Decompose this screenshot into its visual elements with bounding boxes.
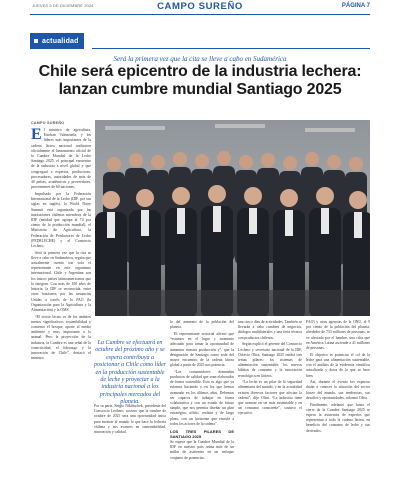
- paragraph: Finalmente, adelantó que hasta el cierre de la Cumbre Santiago 2025 se espera la asistencia de expertos que representan a toda la cadena láctea, en beneficio del consumo de leche y sus derivados.: [306, 402, 370, 433]
- section-tab: [30, 33, 84, 49]
- article-headline: [30, 63, 370, 99]
- paragraph: “La leche es un pilar de la seguridad alimentaria del mundo, y en la actualidad existen diversos factores que afectan la cadena”, dijo Oltra. “La industria tiene que avanzar en ser más sustentable y en un consumo consciente”, sostuvo el ejecutivo.: [238, 380, 302, 416]
- paragraph: El ministro de agricultura, Esteban Valenzuela, y los líderes más importantes de la cadena láctea nacional realizaron oficialmente el lanzamiento oficial de la Cumbre Mundial de la Leche Santiago 2025, el principal encuentro de la industria a nivel global y que congregará a expertos, productores, procesadores, autoridades de más de 40 países, académicos y proveedores, provenientes de 60 naciones.: [31, 128, 91, 190]
- issue-date: JUEVES 5 DE DICIEMBRE 2024: [32, 3, 94, 8]
- pull-quote: La Cumbre se efectuará en octubre del próximo año y se espera contribuya a posicionar a Chile como líder en la producción sustentable de leche y proyectar a la industria nacional a los principales mercados del planeta.: [94, 340, 166, 406]
- square-icon: [34, 39, 38, 43]
- paragraph: El representante sectorial afirmó que “estamos en el lugar y momento adecuado para tomar la oportunidad de aumentar nuestra producción y”, que la designación de Santiago como sede del mayor encuentro de la cadena láctea global a partir de 2025 nos potencia.: [170, 331, 234, 368]
- section-rule: [92, 48, 370, 49]
- headline-line-1: Chile será epicentro de la industria lechera:: [38, 63, 362, 80]
- article-column-4: [238, 320, 302, 470]
- header-rule: [30, 14, 370, 15]
- paragraph: Se espera que la Cumbre Mundial de la IDF en nuestro país reúna más de un millar de asistentes en un enfoque conjunto de ponencias.: [170, 440, 234, 460]
- paragraph: Así, durante el evento los expertos darán a conocer la situación del sector lácteo del mundo, sus tendencias, sus desafíos y oportunidades, informó Oltra.: [306, 380, 370, 400]
- paragraph: Impulsado por la Federación Internacional de la Leche (IDF, por sus siglas en inglés), la World Dairy Summit está organizada por las instituciones chilenas miembros de la IDF (entidad que agrupa al 74 por ciento de la producción mundial), el Ministerio de Agricultura, la Federación de Productores de Leche (FEDELECHE) y el Consorcio Lechero.: [31, 191, 91, 248]
- group-photo-illustration: [95, 120, 370, 316]
- paragraph: lo del aumento de la población del planeta.: [170, 320, 234, 330]
- page-number: PÁGINA 7: [341, 3, 370, 9]
- paragraph: “El sector lácteo es de los ámbitos menos significativos sostenibilidad y consenso el bosque, aporte al medio ambiente y muy importante a lo animal. Pero la proyección de la industria, la Cumbre es una señal de la conectividad, el liderazgo y la innovación de Chile”, destacó el ministro.: [31, 314, 91, 361]
- article-column-3: [170, 320, 234, 470]
- article-column-5: [306, 320, 370, 470]
- paragraph: FAO) y otras agencias de la ONU, el 9 por ciento de la población del planeta, alrededor de 733 millones de personas, se ve afectada por el hambre, una cifra que en América Latina asciende a 41 millones de personas.: [306, 320, 370, 351]
- paragraph: Según explicó el gerente del Consorcio Lechero y secretario nacional de la IDF, Octavio Oltra, Santiago 2025 tendrá tres temas pilares: los sistemas de alimentación sustentable, los nuevos hábitos de consumo y la innovación tecnológica en lácteos.: [238, 342, 302, 378]
- article-kicker: Será la primera vez que la cita se lleve a cabo en Sudamérica: [113, 55, 287, 63]
- paragraph: El objetivo es potenciar el rol de la leche para una alimentación sustentable, con el análisis de la evidencia científica actualizada y datos de lo que se hace bien.: [306, 352, 370, 378]
- paragraph: una cinco días de actividades. También se llevarán a cabo cumbres de negocios, diálogos multilaterales y una feria técnica con productos chilenos.: [238, 320, 302, 340]
- group-photo: [95, 120, 370, 316]
- article-column-1: [31, 128, 91, 468]
- paragraph: “Los consumidores demandan productos de calidad que sean elaborados de forma sostenible. Esta es algo que ya estamos haciendo y en los que hemos avanzado en los últimos años. Debemos ser capaces de trabajar en forma colaborativa y con un estado de futuro simple, que nos permita diseñar un plan estratégico sólido, realista y de largo plazo, con un horizonte que vincule a todos los actores de la cadena”.: [170, 369, 234, 426]
- masthead: CAMPO SUREÑO: [157, 1, 243, 12]
- byline: CAMPO SUREÑO: [31, 121, 65, 125]
- section-subhead: LOS TRES PILARES DE SANTIAGO 2025: [170, 429, 234, 440]
- paragraph: Será la primera vez que la cita se lleve a cabo en Sudamérica, región que actualmente cuenta con solo el representante en este organismo internacional. Chile y Argentina son los únicos países latinoamericanos que la integran. Con más de 100 años de historia, la IDF se reconocida, entre otras funciones, por las instancias Unidas a través de la FAO (la Organización para la Agricultura y la Alimentación) y la OMS.: [31, 250, 91, 312]
- section-label: actualidad: [42, 37, 79, 45]
- paragraph: Por su parte, Sergio Niklitschek, presidente del Consorcio Lechero, sostuvo que la cumbre de octubre de 2025 sera una oportunidad única para mostrar al mundo lo que hace la lechería chilena y sus avances en sustentabilidad, innovación y calidad.: [94, 404, 166, 435]
- drop-cap: E: [31, 128, 42, 143]
- article-column-2: [94, 404, 166, 470]
- headline-line-2: lanzan cumbre mundial Santiago 2025: [58, 81, 342, 98]
